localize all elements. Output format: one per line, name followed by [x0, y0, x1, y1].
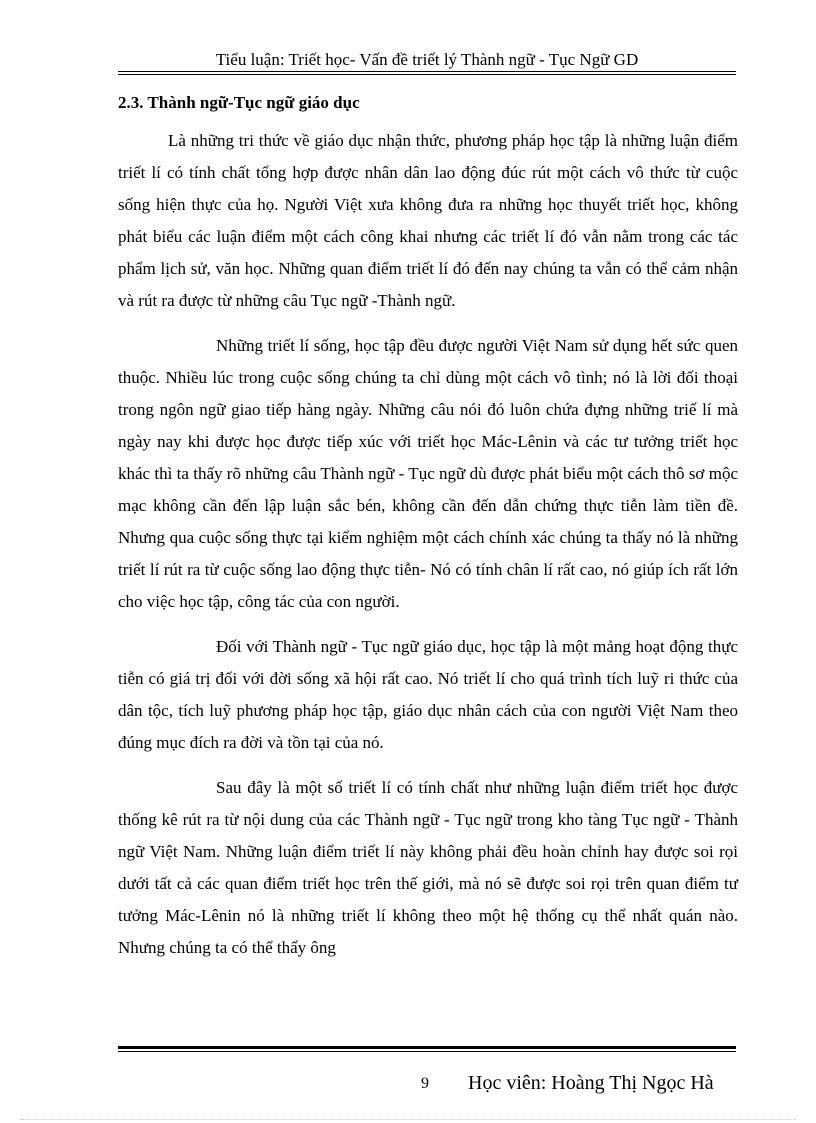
- footer-rule-top: [118, 1046, 736, 1049]
- section-heading: 2.3. Thành ngữ-Tục ngữ giáo dục: [118, 93, 360, 112]
- footer-author: Học viên: Hoàng Thị Ngọc Hà: [468, 1072, 714, 1094]
- paragraph-1: Là những tri thức về giáo dục nhận thức, phương pháp học tập là những luận điểm triết lí có tính chất tổng hợp được nhân dân lao động đúc rút một cách vô thức từ cuộc sống hiện thực của họ. Người Việt xưa không đưa ra những học thuyết triết học, không phát biểu các luận điểm một cách công khai nhưng các triết lí đó vẫn nằm trong các tác phẩm lịch sử, văn học. Những quan điểm triết lí đó đến nay chúng ta vẫn có thể cảm nhận và rút ra được từ những câu Tục ngữ -Thành ngữ.: [118, 131, 738, 310]
- paragraph-3: Đối với Thành ngữ - Tục ngữ giáo dục, học tập là một mảng hoạt động thực tiễn có giá trị đối với đời sống xã hội rất cao. Nó triết lí cho quá trình tích luỹ ri thức của dân tộc, tích luỹ phương pháp học tập, giáo dục nhân cách của con người Việt Nam theo đúng mục đích ra đời và tồn tại của nó.: [118, 637, 738, 752]
- footer-rule-bottom: [118, 1051, 736, 1052]
- paragraph-4: Sau đây là một số triết lí có tính chất như những luận điểm triết học được thống kê rút ra từ nội dung của các Thành ngữ - Tục ngữ trong kho tàng Tục ngữ - Thành ngữ Việt Nam. Những luận điểm triết lí này không phải đều hoàn chỉnh hay được soi rọi dưới tất cả các quan điểm triết học trên thế giới, mà nó sẽ được soi rọi trên quan điểm tư tưởng Mác-Lênin nó là những triết lí không theo một hệ thống cụ thể nhất quán nào. Nhưng chúng ta có thể thấy ông: [118, 778, 738, 957]
- header-rule-bottom: [118, 74, 736, 75]
- page-header: Tiểu luận: Triết học- Vấn đề triết lý Thành ngữ - Tục Ngữ GD: [215, 50, 639, 69]
- page-bottom-divider: [20, 1119, 796, 1120]
- page-body: [118, 93, 738, 977]
- page-number: 9: [421, 1075, 429, 1092]
- paragraph-2: Những triết lí sống, học tập đều được người Việt Nam sử dụng hết sức quen thuộc. Nhiều lúc trong cuộc sống chúng ta chỉ dùng một cách vô tình; nó là lời đối thoại trong ngôn ngữ giao tiếp hàng ngày. Những câu nói đó luôn chứa đựng những triế lí mà ngày nay khi được học được tiếp xúc với triết học Mác-Lênin và các tư tưởng triết học khác thì ta thấy rõ những câu Thành ngữ - Tục ngữ dù được phát biểu một cách thô sơ mộc mạc không cần đến lập luận sắc bén, không cần đến dẫn chứng thực tiễn làm tiền đề. Nhưng qua cuộc sống thực tại kiểm nghiệm một cách chính xác chúng ta thấy nó là những triết lí rút ra từ cuộc sống lao động thực tiễn- Nó có tính chân lí rất cao, nó giúp ích rất lớn cho việc học tập, công tác của con người.: [118, 336, 738, 611]
- header-rule-top: [118, 71, 736, 72]
